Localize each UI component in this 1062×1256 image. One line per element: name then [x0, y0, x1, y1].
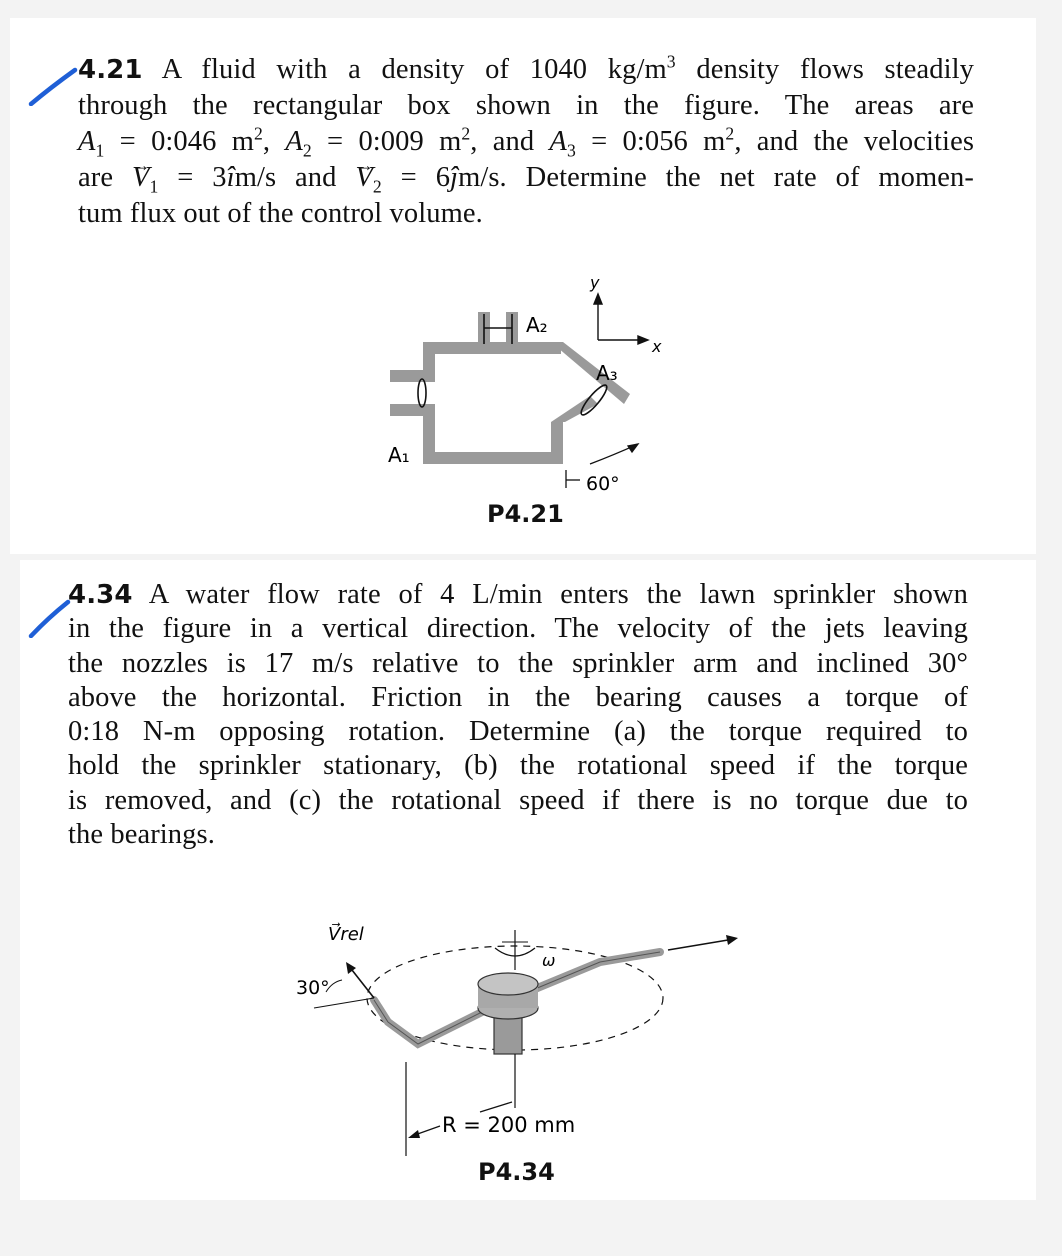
- p434-line-8: the bearings.: [68, 819, 215, 851]
- omega-label: ω: [542, 951, 556, 970]
- p434-line-2: in the figure in a vertical direction. The velocity of the jets leaving: [68, 613, 968, 645]
- p421-line-4: are → $V_1$ = 3îm/s and → $V_2$ = 6ĵm/s. Determine the net rate of momen-: [78, 160, 974, 196]
- figure-caption-p4-34: P4.34: [478, 1158, 555, 1186]
- p434-line-5: 0:18 N-m opposing rotation. Determine (a) the torque required to: [68, 716, 968, 748]
- problem-4-34-text: [68, 578, 968, 852]
- p421-line-5: tum flux out of the control volume.: [78, 198, 483, 229]
- problem-4-21-text: [78, 52, 974, 232]
- figure-caption-p4-21: P4.21: [487, 500, 564, 528]
- label-a3: A₃: [596, 361, 618, 385]
- axis-y-label: y: [590, 273, 600, 292]
- radius-label: R = 200 mm: [442, 1113, 576, 1137]
- pen-check-mark-1: [28, 66, 78, 106]
- p421-line-3: $A_1$ = 0:046 $m^2$, $A_2$ = 0:009 $m^2$, and $A_3$ = 0:056 $m^2$, and the velocities: [78, 123, 975, 161]
- p421-line-2: through the rectangular box shown in the figure. The areas are: [78, 90, 974, 121]
- pen-check-mark-2: [28, 598, 72, 638]
- problem-number: 4.21: [78, 55, 143, 85]
- axis-x-label: x: [652, 337, 662, 356]
- p434-line-1: 4.34 A water flow rate of 4 L/min enters the lawn sprinkler shown: [68, 579, 968, 610]
- problem-number: 4.34: [68, 580, 133, 610]
- figure-p4-21: [380, 272, 700, 492]
- p434-line-4: above the horizontal. Friction in the bearing causes a torque of: [68, 681, 968, 713]
- angle-30-label: 30°: [296, 977, 330, 999]
- label-a1: A₁: [388, 443, 410, 467]
- p434-line-7: is removed, and (c) the rotational speed if there is no torque due to: [68, 784, 968, 816]
- label-a2: A₂: [526, 313, 548, 337]
- angle-60-label: 60°: [586, 473, 620, 492]
- p421-line-1: 4.21 A fluid with a density of 1040 $kg/m^3$ density flows steadily: [78, 51, 974, 85]
- figure-p4-34: [290, 912, 760, 1162]
- vrel-label: V⃗rel: [328, 924, 364, 945]
- p434-line-6: hold the sprinkler stationary, (b) the rotational speed if the torque: [68, 750, 968, 782]
- p434-line-3: the nozzles is 17 m/s relative to the sprinkler arm and inclined 30°: [68, 647, 968, 679]
